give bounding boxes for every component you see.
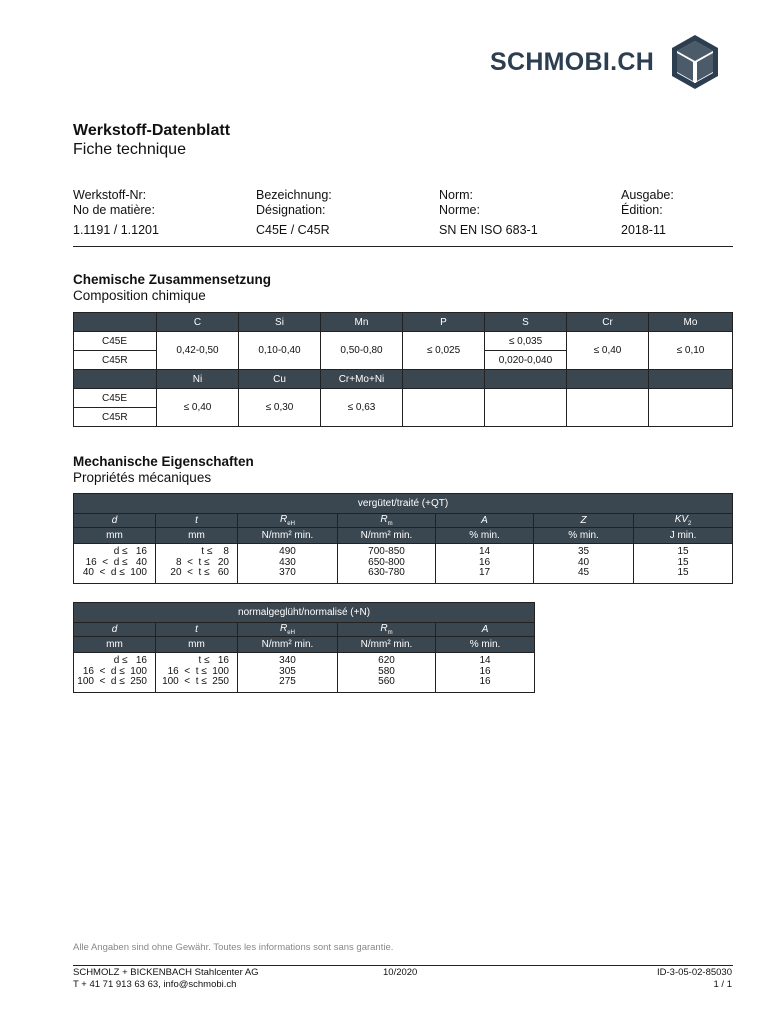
t-ranges: t ≤ 16 16 < t ≤ 100 100 < t ≤ 250 bbox=[156, 653, 238, 693]
col-header: P bbox=[403, 313, 485, 332]
divider bbox=[73, 965, 733, 966]
mech-caption-row bbox=[74, 494, 733, 514]
grade-label: C45R bbox=[74, 351, 157, 370]
col-header: Cu bbox=[239, 370, 321, 389]
sym-reh: $R_{eH}$ bbox=[238, 623, 338, 637]
cube-logo-icon bbox=[670, 34, 720, 90]
col-header: Si bbox=[239, 313, 321, 332]
qt-caption: vergütet/traité (+QT) bbox=[74, 494, 733, 514]
value-cu: ≤ 0,30 bbox=[239, 389, 321, 427]
chemical-composition-table bbox=[73, 312, 733, 427]
rm-values: 700-850 650-800 630-780 bbox=[338, 544, 436, 584]
footer-date: 10/2020 bbox=[383, 967, 418, 978]
table-row bbox=[74, 653, 535, 693]
mech-n-table bbox=[73, 602, 535, 693]
table-row bbox=[74, 544, 733, 584]
table-row bbox=[74, 389, 733, 408]
meta-edition: Ausgabe: Édition: bbox=[621, 188, 674, 217]
value-s-c45e: ≤ 0,035 bbox=[485, 332, 567, 351]
chem-header-row bbox=[74, 313, 733, 332]
page-number: 1 / 1 bbox=[713, 979, 732, 990]
a-values: 14 16 17 bbox=[436, 544, 534, 584]
a-values: 14 16 16 bbox=[436, 653, 535, 693]
reh-values: 340 305 275 bbox=[238, 653, 338, 693]
value-mn: 0,50-0,80 bbox=[321, 332, 403, 370]
title-de: Werkstoff-Datenblatt bbox=[73, 122, 231, 139]
sym-reh: $R_{eH}$ bbox=[238, 514, 338, 528]
table-row bbox=[74, 332, 733, 351]
mech-symbol-row bbox=[74, 623, 535, 637]
brand-logo bbox=[490, 34, 720, 90]
meta-designation-value: C45E / C45R bbox=[256, 223, 330, 237]
col-header: Cr bbox=[567, 313, 649, 332]
contact-info: T + 41 71 913 63 63, info@schmobi.ch bbox=[73, 979, 237, 990]
chem-section-title: Chemische Zusammensetzung Composition chimique bbox=[73, 272, 272, 303]
meta-material-no-value: 1.1191 / 1.1201 bbox=[73, 223, 159, 237]
mech-caption-row bbox=[74, 603, 535, 623]
sym-rm: $R_m$ bbox=[338, 514, 436, 528]
grade-label: C45E bbox=[74, 332, 157, 351]
t-ranges: t ≤ 8 8 < t ≤ 20 20 < t ≤ 60 bbox=[156, 544, 238, 584]
disclaimer: Alle Angaben sind ohne Gewähr. Toutes les informations sont sans garantie. bbox=[73, 942, 394, 953]
chem-header-row bbox=[74, 370, 733, 389]
value-p: ≤ 0,025 bbox=[403, 332, 485, 370]
footer-doc-id: ID-3-05-02-85030 1 / 1 bbox=[657, 967, 732, 990]
d-ranges: d ≤ 16 16 < d ≤ 40 40 < d ≤ 100 bbox=[74, 544, 156, 584]
mech-section-title: Mechanische Eigenschaften Propriétés mécaniques bbox=[73, 454, 254, 485]
grade-label: C45R bbox=[74, 408, 157, 427]
sym-a: A bbox=[436, 514, 534, 528]
value-si: 0,10-0,40 bbox=[239, 332, 321, 370]
mech-symbol-row bbox=[74, 514, 733, 528]
col-header: S bbox=[485, 313, 567, 332]
sym-t: t bbox=[156, 623, 238, 637]
document-title bbox=[73, 121, 230, 159]
value-s-c45r: 0,020-0,040 bbox=[485, 351, 567, 370]
mech-qt-table bbox=[73, 493, 733, 584]
sym-a: A bbox=[436, 623, 535, 637]
value-cr: ≤ 0,40 bbox=[567, 332, 649, 370]
divider bbox=[73, 246, 733, 247]
sym-d: d bbox=[74, 623, 156, 637]
meta-material-no: Werkstoff-Nr: No de matière: bbox=[73, 188, 155, 217]
sym-rm: $R_m$ bbox=[338, 623, 436, 637]
grade-label: C45E bbox=[74, 389, 157, 408]
kv-values: 15 15 15 bbox=[634, 544, 733, 584]
sym-d: d bbox=[74, 514, 156, 528]
sym-z: Z bbox=[534, 514, 634, 528]
mech-unit-row: mm mm N/mm² min. N/mm² min. % min. bbox=[74, 637, 535, 653]
value-mo: ≤ 0,10 bbox=[649, 332, 733, 370]
z-values: 35 40 45 bbox=[534, 544, 634, 584]
brand-name: SCHMOBI.CH bbox=[490, 47, 655, 76]
meta-norm: Norm: Norme: bbox=[439, 188, 480, 217]
col-header: Mn bbox=[321, 313, 403, 332]
meta-edition-value: 2018-11 bbox=[621, 223, 666, 237]
col-header: Mo bbox=[649, 313, 733, 332]
d-ranges: d ≤ 16 16 < d ≤ 100 100 < d ≤ 250 bbox=[74, 653, 156, 693]
col-header: C bbox=[157, 313, 239, 332]
col-header: Ni bbox=[157, 370, 239, 389]
meta-norm-value: SN EN ISO 683-1 bbox=[439, 223, 538, 237]
value-ni: ≤ 0,40 bbox=[157, 389, 239, 427]
rm-values: 620 580 560 bbox=[338, 653, 436, 693]
footer-company: SCHMOLZ + BICKENBACH Stahlcenter AG T + 41 71 913 63 63, info@schmobi.ch bbox=[73, 967, 259, 990]
value-crmoni: ≤ 0,63 bbox=[321, 389, 403, 427]
sym-kv: $KV_2$ bbox=[634, 514, 733, 528]
mech-unit-row: mm mm N/mm² min. N/mm² min. % min. % min. J min. bbox=[74, 528, 733, 544]
reh-values: 490 430 370 bbox=[238, 544, 338, 584]
col-header: Cr+Mo+Ni bbox=[321, 370, 403, 389]
n-caption: normalgeglüht/normalisé (+N) bbox=[74, 603, 535, 623]
value-c: 0,42-0,50 bbox=[157, 332, 239, 370]
title-fr: Fiche technique bbox=[73, 141, 186, 158]
sym-t: t bbox=[156, 514, 238, 528]
meta-designation: Bezeichnung: Désignation: bbox=[256, 188, 332, 217]
